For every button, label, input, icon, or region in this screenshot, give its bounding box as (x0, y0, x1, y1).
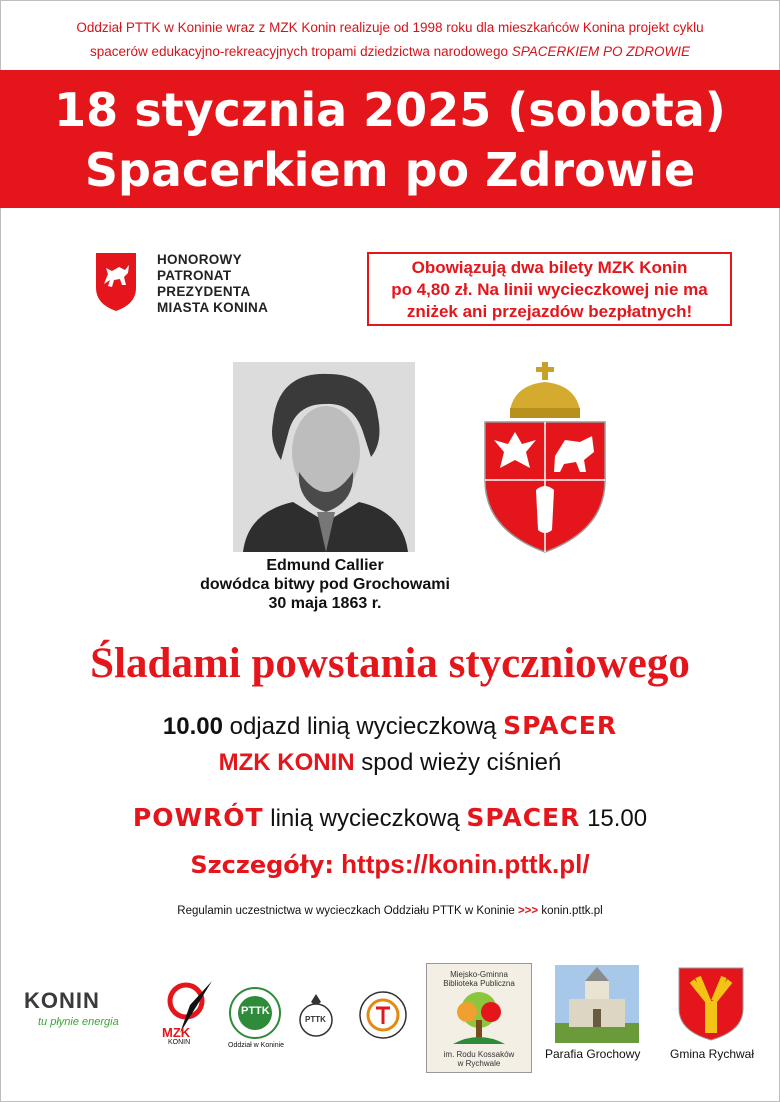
intro-line-2-text: spacerów edukacyjno-rekreacyjnych tropami dziedzictwa narodowego (90, 44, 512, 59)
tourist-club-logo (293, 990, 339, 1042)
club-logo-text: PTTK (305, 1015, 326, 1024)
mzk-logo-sub: KONIN (168, 1039, 191, 1046)
details-link[interactable]: https://konin.pttk.pl/ (341, 849, 590, 879)
patronage-line: HONOROWY (157, 252, 242, 267)
intro-line-2 (0, 40, 780, 64)
event-headline: Śladami powstania styczniowego (90, 640, 690, 687)
operator-name: MZK KONIN (218, 749, 355, 776)
ticket-line-2: po 4,80 zł. Na linii wycieczkowej nie ma (391, 280, 708, 299)
pttk-caption: Oddział w Koninie (228, 1042, 285, 1049)
event-date: 18 stycznia 2025 (sobota) (54, 83, 726, 137)
library-name-1: im. Rodu Kossaków (443, 1050, 515, 1059)
january-uprising-coat-of-arms (480, 360, 610, 555)
mzk-logo-text: MZK (162, 1025, 191, 1040)
event-title: Spacerkiem po Zdrowie (84, 143, 696, 197)
caption-date: 30 maja 1863 r. (268, 595, 382, 612)
ticket-line-3: zniżek ani przejazdów bezpłatnych! (406, 302, 693, 321)
library-tree-icon (449, 990, 509, 1048)
details-label: Szczegóły: (190, 851, 334, 879)
portrait-caption (160, 556, 490, 613)
departure-line-2 (0, 745, 780, 781)
departure-time: 10.00 (162, 713, 223, 740)
intro-text (0, 16, 780, 64)
intro-line-1: Oddział PTTK w Koninie wraz z MZK Konin realizuje od 1998 roku dla mieszkańców Konina projekt cyklu (76, 20, 704, 35)
patronage-text (157, 252, 268, 316)
line-name: SPACER (503, 711, 618, 740)
departure-text: odjazd linią wycieczkową (222, 713, 504, 740)
return-info (0, 800, 780, 837)
caption-role: dowódca bitwy pod Grochowami (200, 576, 450, 593)
intro-project-name: SPACERKIEM PO ZDROWIE (511, 44, 690, 59)
library-title-2: Biblioteka Publiczna (443, 979, 515, 988)
patronage-line: MIASTA KONINA (157, 300, 269, 315)
grochowy-church-photo (555, 965, 639, 1043)
rychwal-commune-coat (678, 967, 744, 1041)
caption-name: Edmund Callier (266, 557, 384, 574)
departure-place: spod wieży ciśnień (354, 749, 562, 776)
konin-logo-text: KONIN (24, 988, 100, 1013)
rules-link[interactable]: konin.pttk.pl (538, 905, 603, 917)
details-info (0, 844, 780, 885)
return-line-name: SPACER (466, 803, 581, 832)
konin-city-logo (24, 988, 154, 1038)
pttk-logo-text: PTTK (241, 1005, 270, 1017)
return-text: linią wycieczkową (263, 805, 467, 832)
title-banner (0, 70, 780, 208)
parish-caption: Parafia Grochowy (545, 1047, 641, 1061)
patronage-line: PREZYDENTA (157, 284, 251, 299)
ticket-line-1: Obowiązują dwa bilety MZK Konin (411, 258, 688, 277)
edmund-callier-portrait (233, 362, 415, 552)
mzk-konin-logo (160, 975, 220, 1050)
patronage-line: PATRONAT (157, 268, 232, 283)
library-logo (426, 963, 532, 1073)
library-title-1: Miejsko-Gminna (450, 970, 508, 979)
konin-logo-slogan: tu płynie energia (38, 1016, 119, 1028)
friends-society-logo (358, 990, 408, 1040)
commune-caption: Gmina Rychwał (670, 1047, 755, 1061)
konin-horse-shield-icon (95, 252, 137, 312)
rules-text: Regulamin uczestnictwa w wycieczkach Oddziału PTTK w Koninie (177, 905, 518, 917)
return-label: POWRÓT (132, 803, 264, 832)
ticket-notice (367, 252, 732, 326)
rules-arrows: >>> (517, 905, 539, 917)
departure-info (0, 708, 780, 781)
departure-line-1 (0, 708, 780, 745)
honorary-patronage (95, 252, 295, 318)
return-time: 15.00 (587, 805, 648, 832)
library-name-2: w Rychwale (457, 1059, 501, 1068)
rules-note (0, 905, 780, 917)
pttk-konin-logo (228, 986, 288, 1056)
